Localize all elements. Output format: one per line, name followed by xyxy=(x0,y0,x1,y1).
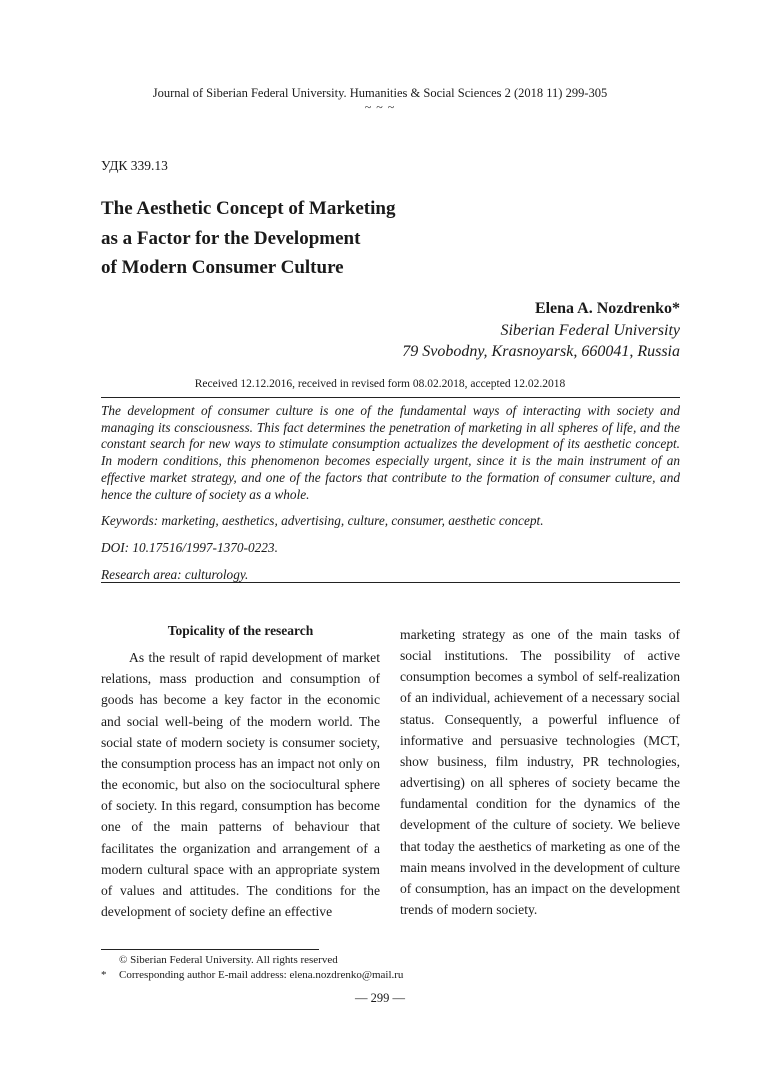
doi: DOI: 10.17516/1997-1370-0223. xyxy=(101,539,278,555)
footnote-corresponding xyxy=(101,968,680,983)
author-affiliation: Siberian Federal University xyxy=(500,321,680,339)
body-column-left xyxy=(101,620,380,922)
abstract-top-rule xyxy=(101,397,680,398)
section-heading: Topicality of the research xyxy=(167,623,314,638)
paper-title-line-2: as a Factor for the Development xyxy=(101,227,361,249)
abstract-bottom-rule xyxy=(101,582,680,583)
footnote-copyright xyxy=(101,953,680,968)
body-paragraph-right: marketing strategy as one of the main tasks of social institutions. The possibility of active consumption becomes a symbol of self-realization of an individual, achievement of a necessary social status. Consequently, a powerful influence of informative and persuasive technologies (MCT, show business, film industry, PR technologies, advertising) on all spheres of society became the fundamental condition for the dynamics of the development of the culture of society. We believe that today the aesthetics of marketing as one of the main means involved in the development of culture of consumption, has an impact on the development trends of modern society. xyxy=(400,627,680,918)
abstract-block xyxy=(101,403,680,583)
journal-header: Journal of Siberian Federal University. Humanities & Social Sciences 2 (2018 11) 299-305 xyxy=(152,86,608,100)
udc-code: УДК 339.13 xyxy=(101,158,168,173)
body-paragraph-left: As the result of rapid development of market relations, mass production and consumption of goods has become a key factor in the economic and social well-being of the modern world. The social state of modern society is consumer society, the consumption process has an impact not only on the economic, but also on the sociocultural sphere of society. In this regard, consumption has become one of the main patterns of behaviour that facilitates the organization and arrangement of a modern cultural space with an appropriate system of values and attitudes. The conditions for the development of society define an effective xyxy=(101,650,380,920)
header-ornament: ~ ~ ~ xyxy=(364,100,396,114)
received-dates: Received 12.12.2016, received in revised form 08.02.2018, accepted 12.02.2018 xyxy=(194,378,566,390)
footnote-asterisk: * xyxy=(101,968,107,981)
author-name: Elena A. Nozdrenko* xyxy=(534,300,680,317)
author-address: 79 Svobodny, Krasnoyarsk, 660041, Russia xyxy=(402,343,680,360)
paper-title-line-3: of Modern Consumer Culture xyxy=(101,257,344,278)
keywords: Keywords: marketing, aesthetics, advertising, culture, consumer, aesthetic concept. xyxy=(101,513,544,529)
research-area: Research area: culturology. xyxy=(101,566,249,582)
author-block xyxy=(402,298,680,363)
paper-title-line-1: The Aesthetic Concept of Marketing xyxy=(101,198,396,219)
footnote-corresponding-text: Corresponding author E-mail address: elena.nozdrenko@mail.ru xyxy=(119,968,404,981)
abstract-text: The development of consumer culture is one of the fundamental ways of interacting with society and managing its consciousness. This fact determines the penetration of marketing in all spheres of life, and the constant search for new ways to stimulate consumption actualizes the development of its aesthetic concept. In modern conditions, this phenomenon becomes especially urgent, since it is the main instrument of an effective market strategy, and one of the factors that contribute to the formation of consumer culture, and hence the culture of society as a whole. xyxy=(101,403,680,502)
page-number: — 299 — xyxy=(355,991,405,1005)
footnote-rule xyxy=(101,949,319,950)
footnotes xyxy=(101,953,680,982)
paper-title xyxy=(101,194,521,283)
body-column-right xyxy=(400,624,680,920)
footnote-copyright-text: © Siberian Federal University. All rights reserved xyxy=(119,954,338,966)
